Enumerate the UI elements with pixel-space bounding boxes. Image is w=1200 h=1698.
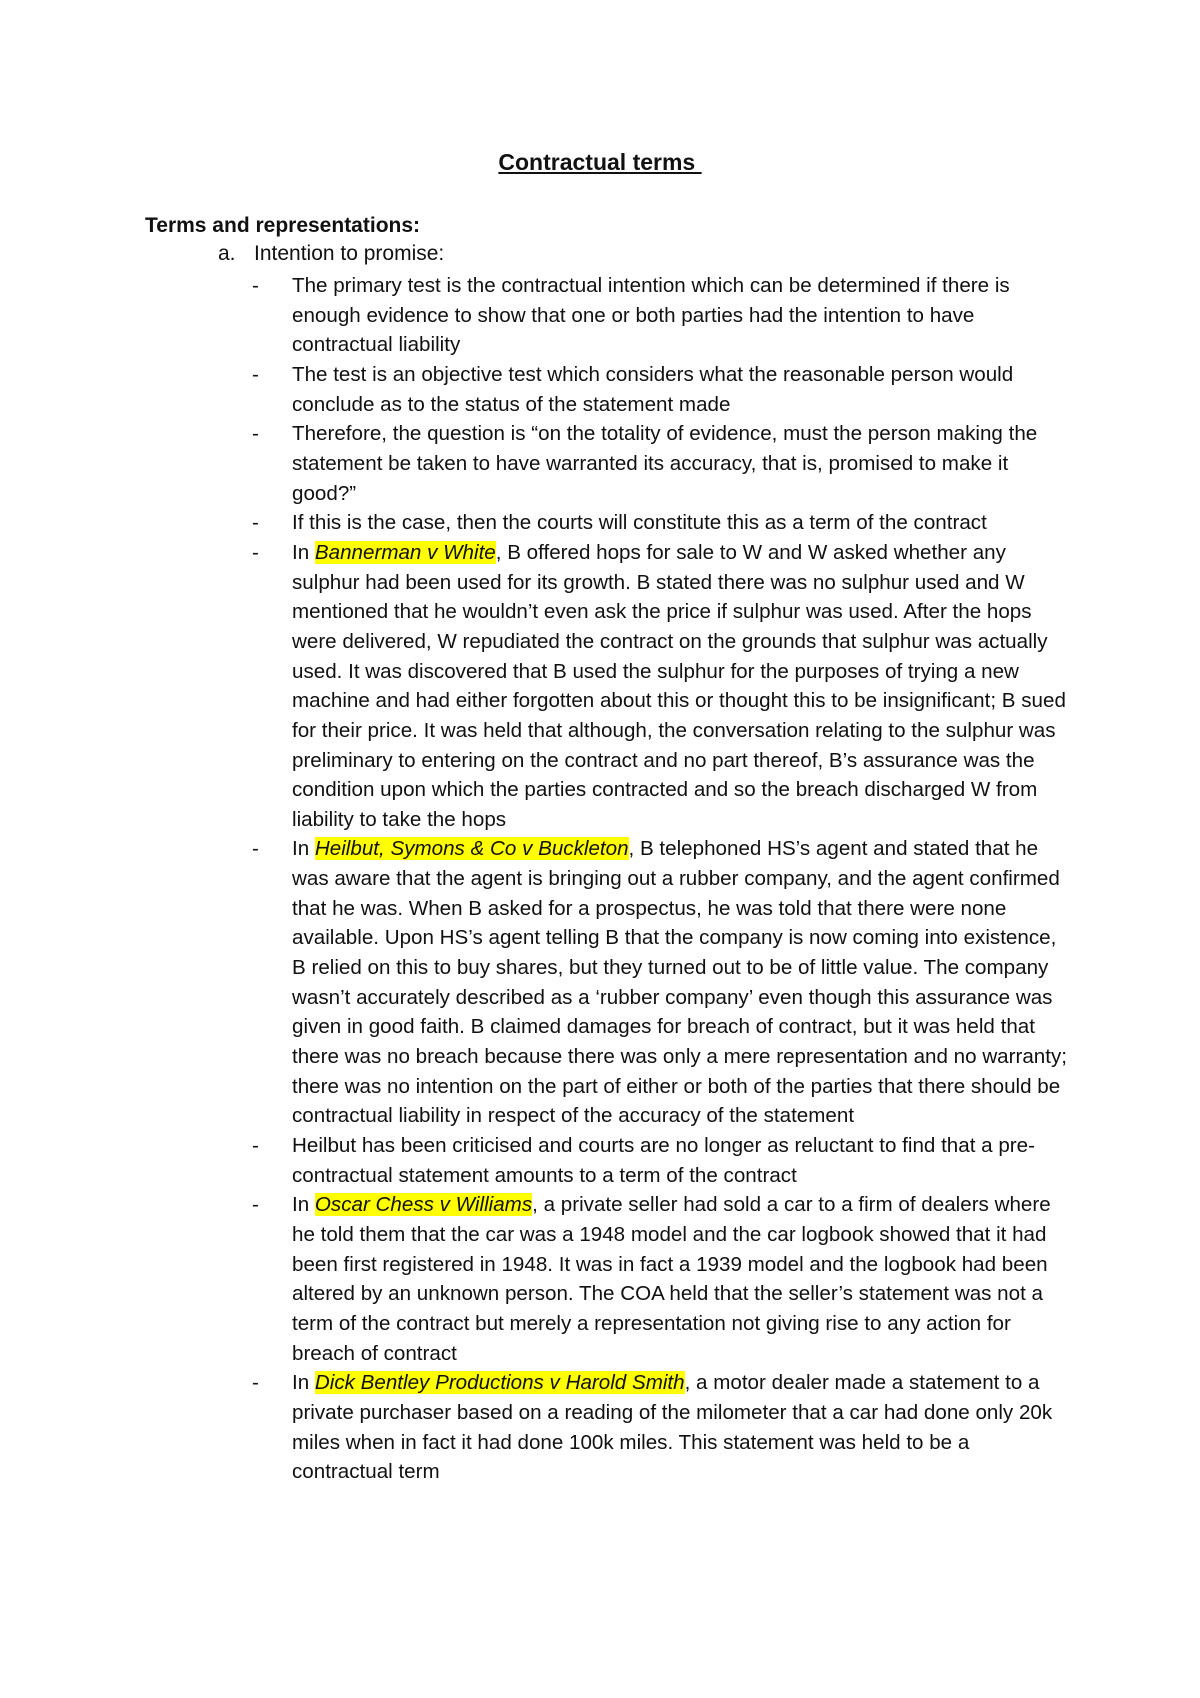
bullet-text: The test is an objective test which considers what the reasonable person would conclude as to the status of the statement made xyxy=(292,362,1014,416)
case-name-highlight: Oscar Chess v Williams xyxy=(314,1193,533,1217)
bullet-dash: - xyxy=(252,1193,259,1217)
bullet-text: , a private seller had sold a car to a firm of dealers where he told them that the car was a 1948 model and the car logbook showed that it had been first registered in 1948. It was in fact a 1939 model and the logbook had been altered by an unknown person. The COA held that the seller’s statement was not a term of the contract but merely a representation not giving rise to any action for breach of contract xyxy=(292,1193,1051,1365)
bullet-dash: - xyxy=(252,511,259,535)
bullet-text: Therefore, the question is “on the totality of evidence, must the person making the statement be taken to have warranted its accuracy, that is, promised to make it good?” xyxy=(292,422,1038,505)
bullet-text: , B offered hops for sale to W and W asked whether any sulphur had been used for its growth. B stated there was no sulphur used and W mentioned that he wouldn’t even ask the price if sulphur was used. After the hops were delivered, W repudiated the contract on the grounds that sulphur was actually used. It was discovered that B used the sulphur for the purposes of trying a new machine and had either forgotten about this or thought this to be insignificant; B sued for their price. It was held that although, the conversation relating to the sulphur was preliminary to entering on the contract and no part thereof, B’s assurance was the condition upon which the parties contracted and so the breach discharged W from liability to take the hops xyxy=(292,540,1066,831)
subheading-text: Intention to promise: xyxy=(254,242,445,265)
bullet-dash: - xyxy=(252,274,259,297)
bullet-dash: - xyxy=(252,1134,259,1158)
case-name-highlight: Dick Bentley Productions v Harold Smith xyxy=(314,1371,685,1395)
bullet-item xyxy=(252,271,1067,360)
bullet-dash: - xyxy=(252,362,259,386)
bullet-text: If this is the case, then the courts will constitute this as a term of the contract xyxy=(292,511,987,535)
bullet-text-lead: In xyxy=(292,837,315,861)
bullet-text: The primary test is the contractual intention which can be determined if there is enough evidence to show that one or both parties had the intention to have contractual liability xyxy=(292,274,1010,357)
bullet-dash: - xyxy=(252,422,259,446)
case-name-highlight: Bannerman v White xyxy=(314,540,496,564)
case-name-highlight: Heilbut, Symons & Co v Buckleton xyxy=(314,837,629,861)
bullet-item xyxy=(252,419,1067,508)
bullet-text: , B telephoned HS’s agent and stated that he was aware that the agent is bringing out a rubber company, and the agent confirmed that he was. When B asked for a prospectus, he was told that there were none available. Upon HS’s agent telling B that the company is now coming into existence, B relied on this to buy shares, but they turned out to be of little value. The company wasn’t accurately described as a ‘rubber company’ even though this assurance was given in good faith. B claimed damages for breach of contract, but it was held that there was no breach because there was only a mere representation and no warranty; there was no intention on the part of either or both of the parties that there should be contractual liability in respect of the accuracy of the statement xyxy=(292,837,1068,1128)
subheading-marker: a. xyxy=(218,242,236,265)
bullet-dash: - xyxy=(252,837,259,861)
bullet-text-lead: In xyxy=(292,540,315,564)
document-title: Contractual terms xyxy=(498,149,702,175)
bullet-item-heilbut-v-buckleton xyxy=(252,834,1067,1131)
bullet-text: , a motor dealer made a statement to a private purchaser based on a reading of the milometer that a car had done only 20k miles when in fact it had done 100k miles. This statement was held to be a contractual term xyxy=(292,1371,1053,1484)
bullet-item xyxy=(252,508,1067,538)
bullet-list xyxy=(252,271,1067,1487)
bullet-item-dick-bentley-v-harold-smith xyxy=(252,1368,1067,1487)
bullet-item-bannerman-v-white xyxy=(252,538,1067,835)
bullet-dash: - xyxy=(252,1371,259,1395)
bullet-text-lead: In xyxy=(292,1193,315,1217)
bullet-item xyxy=(252,360,1067,419)
bullet-text: Heilbut has been criticised and courts are no longer as reluctant to find that a pre-contractual statement amounts to a term of the contract xyxy=(292,1134,1035,1187)
section-heading: Terms and representations: xyxy=(145,214,421,237)
bullet-item-oscar-chess-v-williams xyxy=(252,1190,1067,1368)
bullet-text-lead: In xyxy=(292,1371,315,1395)
bullet-item xyxy=(252,1131,1067,1190)
bullet-dash: - xyxy=(252,540,259,564)
